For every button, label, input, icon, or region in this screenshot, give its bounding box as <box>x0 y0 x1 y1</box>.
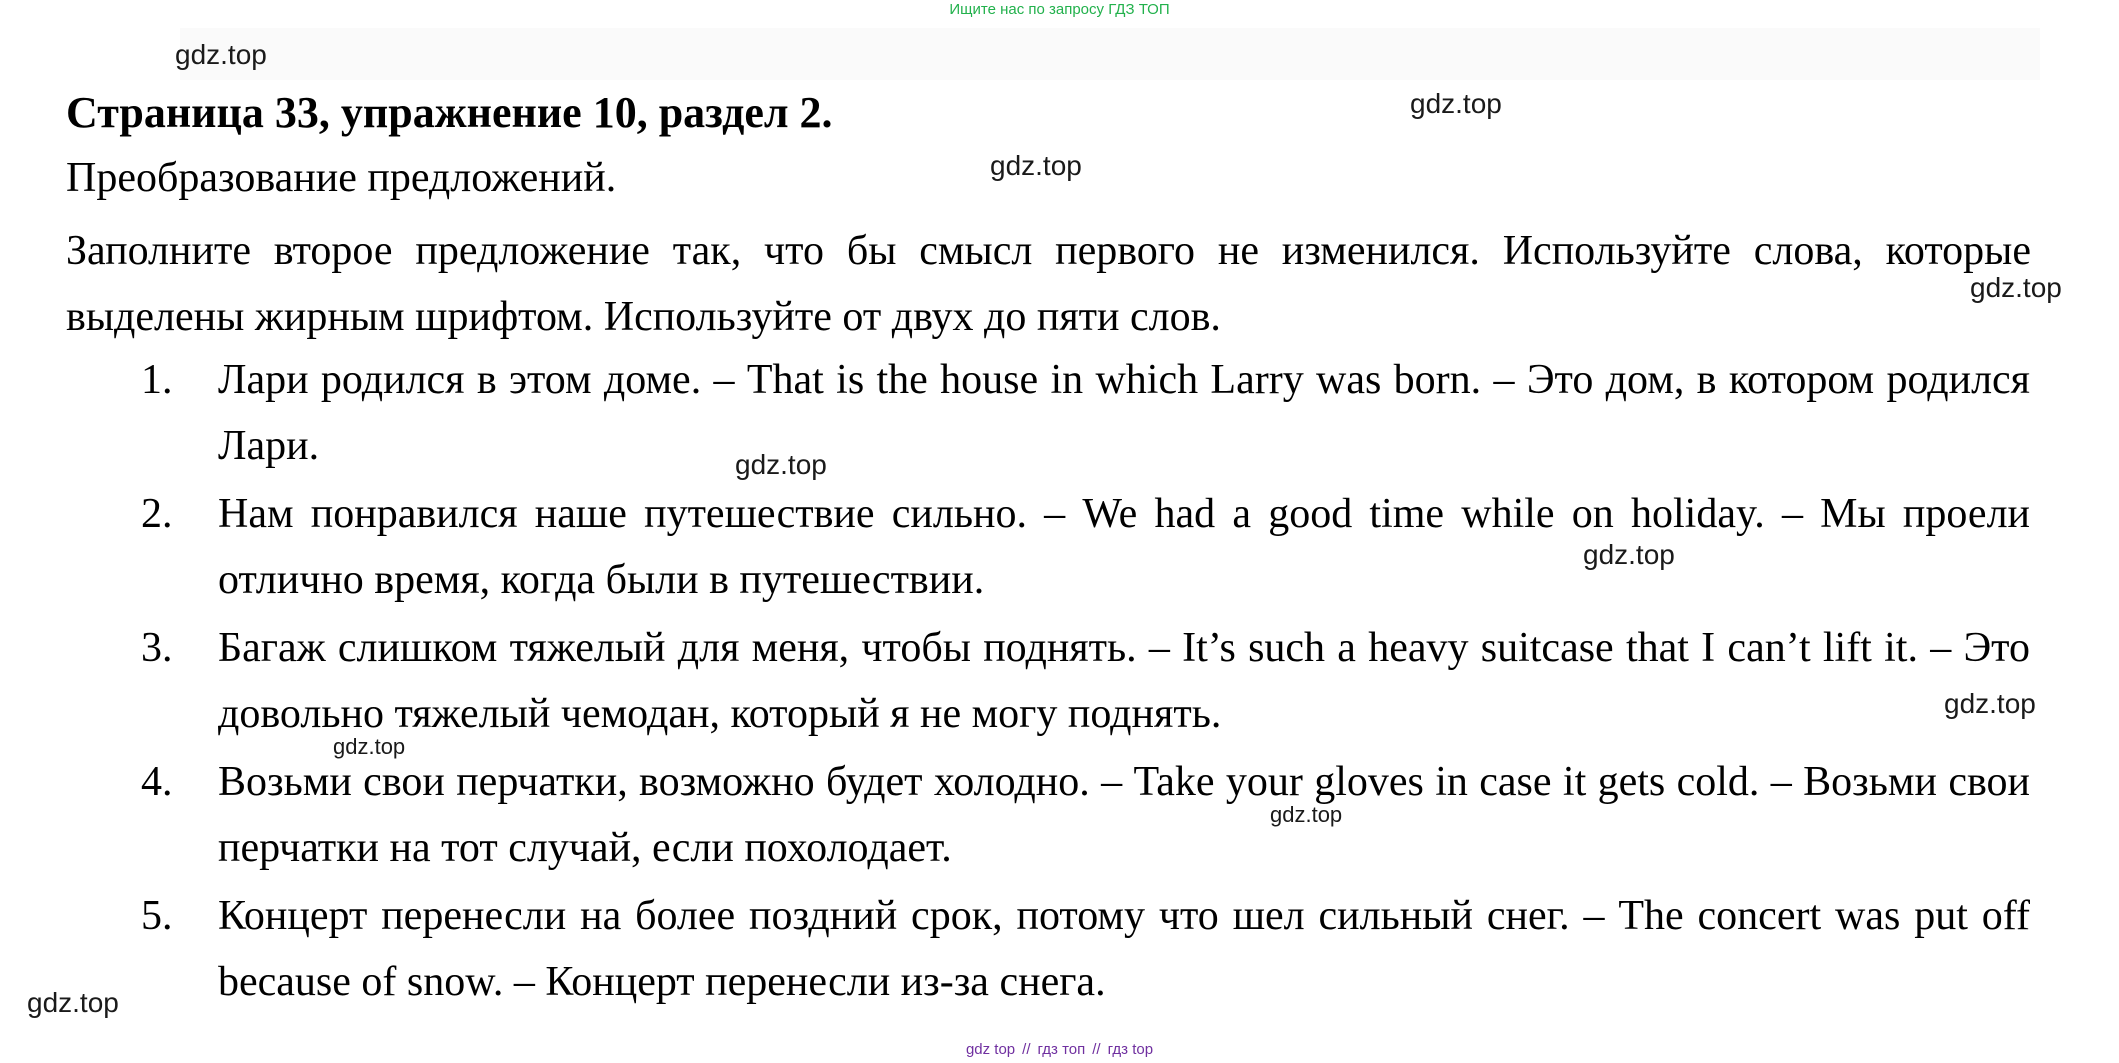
list-item-text: Багаж слишком тяжелый для меня, чтобы поднять. – It’s such a heavy suitcase that I can’t lift it. – Это довольно тяжелый чемодан, который я не могу поднять. <box>218 625 2030 737</box>
page-title: Страница 33, упражнение 10, раздел 2. <box>66 88 833 137</box>
list-item-text: Возьми свои перчатки, возможно будет холодно. – Take your gloves in case it gets cold. – Возьми свои перчатки на тот случай, если похолодает. <box>218 759 2030 871</box>
watermark: gdz.top <box>27 987 119 1018</box>
list-item-number: 3. <box>141 625 173 671</box>
footer-separator: // <box>1022 1041 1031 1058</box>
list-item-text: Концерт перенесли на более поздний срок, потому что шел сильный снег. – The concert was put off because of snow. – Концерт перенесли из-за снега. <box>218 893 2030 1005</box>
list-item-number: 4. <box>141 759 173 805</box>
footer-link[interactable]: gdz top <box>965 1041 1016 1058</box>
top-banner[interactable]: Ищите нас по запросу ГДЗ ТОП <box>949 1 1170 18</box>
exercise-subtitle: Преобразование предложений. <box>66 155 617 201</box>
watermark: gdz.top <box>1944 688 2036 719</box>
watermark: gdz.top <box>1583 539 1675 570</box>
list-item-number: 5. <box>141 893 173 939</box>
watermark: gdz.top <box>1270 802 1343 827</box>
exercise-instructions: Заполните второе предложение так, что бы смысл первого не изменился. Используйте слова, которые выделены жирным шрифтом. Используйте от двух до пяти слов. <box>66 228 2031 340</box>
list-item-number: 2. <box>141 491 173 537</box>
list-item-text: Нам понравился наше путешествие сильно. – We had a good time while on holiday. – Мы проели отлично время, когда были в путешествии. <box>218 491 2030 603</box>
footer-link[interactable]: гдз top <box>1107 1041 1154 1058</box>
list-item-text: Лари родился в этом доме. – That is the house in which Larry was born. – Это дом, в котором родился Лари. <box>218 357 2030 469</box>
watermark: gdz.top <box>735 449 827 480</box>
watermark: gdz.top <box>1970 272 2062 303</box>
list-item-number: 1. <box>141 357 173 403</box>
watermark: gdz.top <box>990 150 1082 181</box>
watermark: gdz.top <box>333 734 406 759</box>
top-ad-strip <box>180 28 2040 80</box>
footer-separator: // <box>1092 1041 1101 1058</box>
footer-link[interactable]: гдз топ <box>1037 1041 1086 1058</box>
footer-links <box>0 1040 2119 1060</box>
watermark: gdz.top <box>1410 88 1502 119</box>
watermark: gdz.top <box>175 39 267 70</box>
